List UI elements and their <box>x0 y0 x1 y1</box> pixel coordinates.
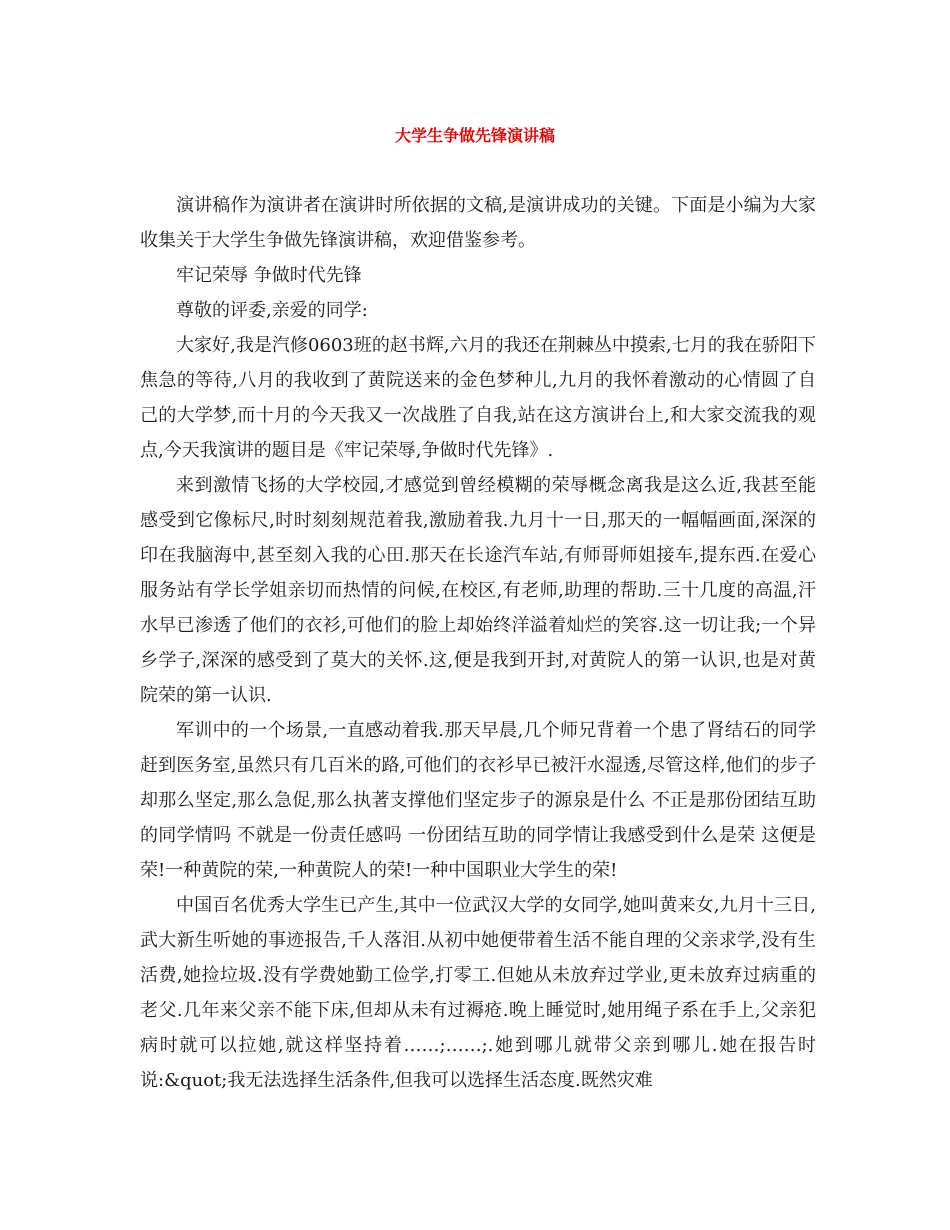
paragraph-intro: 演讲稿作为演讲者在演讲时所依据的文稿,是演讲成功的关键。下面是小编为大家收集关于大学生争做先锋演讲稿，欢迎借鉴参考。 <box>140 195 816 251</box>
paragraph-body: 中国百名优秀大学生已产生,其中一位武汉大学的女同学,她叫黄来女,九月十三日,武大新生听她的事迹报告,千人落泪.从初中她便带着生活不能自理的父亲求学,没有生活费,她捡垃圾.没有学费她勤工俭学,打零工.但她从未放弃过学业,更未放弃过病重的老父.几年来父亲不能下床,但却从未有过褥疮.晚上睡觉时,她用绳子系在手上,父亲犯病时就可以拉她,就这样坚持着……;……;.她到哪儿就带父亲到哪儿.她在报告时说:&quot;我无法选择生活条件,但我可以选择生活态度.既然灾难 <box>140 895 816 1091</box>
paragraph-salutation: 尊敬的评委,亲爱的同学: <box>176 300 368 321</box>
document-body <box>140 188 816 1098</box>
paragraph-body: 来到激情飞扬的大学校园,才感觉到曾经模糊的荣辱概念离我是这么近,我甚至能感受到它像标尺,时时刻刻规范着我,激励着我.九月十一日,那天的一幅幅画面,深深的印在我脑海中,甚至刻入我的心田.那天在长途汽车站,有师哥师姐接车,提东西.在爱心服务站有学长学姐亲切而热情的问候,在校区,有老师,助理的帮助.三十几度的高温,汗水早已渗透了他们的衣衫,可他们的脸上却始终洋溢着灿烂的笑容.这一切让我;一个异乡学子,深深的感受到了莫大的关怀.这,便是我到开封,对黄院人的第一认识,也是对黄院荣的第一认识. <box>140 475 816 706</box>
paragraph-subtitle: 牢记荣辱 争做时代先锋 <box>176 265 362 286</box>
paragraph-body: 军训中的一个场景,一直感动着我.那天早晨,几个师兄背着一个患了肾结石的同学赶到医务室,虽然只有几百米的路,可他们的衣衫早已被汗水湿透,尽管这样,他们的步子却那么坚定,那么急促,那么执著支撑他们坚定步子的源泉是什么 不正是那份团结互助的同学情吗 不就是一份责任感吗 一份团结互助的同学情让我感受到什么是荣 这便是荣!一种黄院的荣,一种黄院人的荣!一种中国职业大学生的荣! <box>140 720 816 881</box>
document-title: 大学生争做先锋演讲稿 <box>394 126 555 145</box>
paragraph-body: 大家好,我是汽修0603班的赵书辉,六月的我还在荆棘丛中摸索,七月的我在骄阳下焦急的等待,八月的我收到了黄院送来的金色梦种儿,九月的我怀着激动的心情圆了自己的大学梦,而十月的今天我又一次战胜了自我,站在这方演讲台上,和大家交流我的观点,今天我演讲的题目是《牢记荣辱,争做时代先锋》. <box>140 335 816 461</box>
